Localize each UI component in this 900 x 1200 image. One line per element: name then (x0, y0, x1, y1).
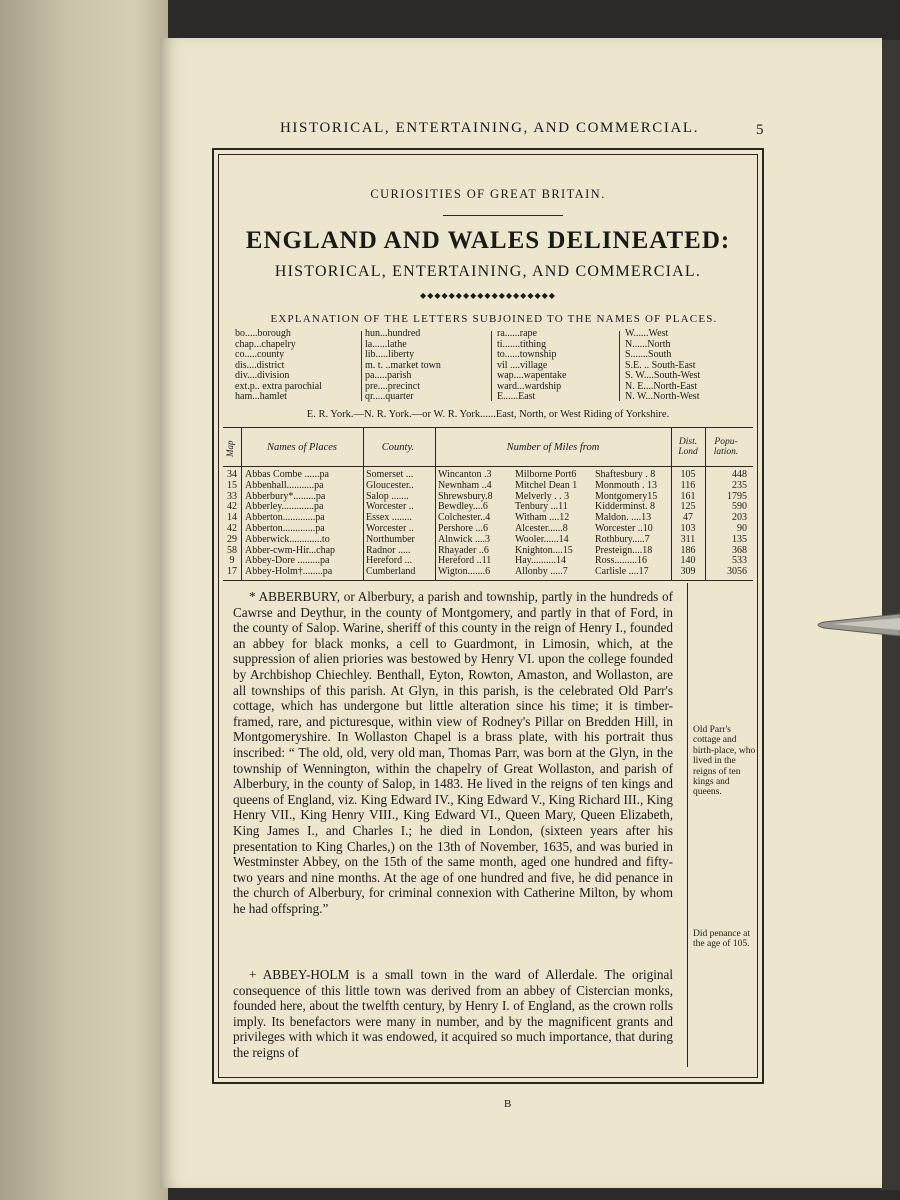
abbr-item: wap....wapentake (497, 370, 567, 381)
table-cell: Pershore ...6 (438, 522, 488, 534)
table-cell: Gloucester.. (366, 479, 414, 491)
table-cell: Hay..........14 (515, 555, 567, 567)
table-cell: 203 (732, 512, 747, 524)
abbr-item: ward...wardship (497, 380, 562, 392)
table-cell: Cumberland (366, 566, 416, 578)
abbr-item: to......township (497, 349, 557, 360)
table-cell: 3056 (727, 566, 747, 578)
population-column (707, 470, 747, 578)
table-cell: Abbenhall...........pa (245, 479, 324, 491)
abbr-column (625, 329, 700, 403)
abbr-item: div....division (235, 370, 290, 381)
abbr-item: m. t. ..market town (365, 359, 441, 371)
table-cell: Northumber (366, 533, 415, 545)
abbr-divider (491, 331, 492, 401)
abbr-item: pa.....parish (365, 370, 412, 381)
book-page (160, 38, 882, 1188)
abbreviation-key (235, 329, 765, 405)
table-cell: Milborne Port6 (515, 469, 577, 480)
margin-note-penance: Did penance at the age of 105. (693, 929, 750, 950)
distance-column (673, 470, 703, 578)
table-cell: Shaftesbury . 8 (595, 469, 656, 480)
table-cell: Radnor ..... (366, 544, 411, 556)
table-cell: 448 (732, 469, 747, 480)
table-cell: 29 (227, 533, 237, 545)
table-cell: 235 (732, 479, 747, 491)
column-rule (241, 428, 242, 580)
page-pointer-icon (810, 610, 900, 640)
abbr-item: co.....county (235, 349, 285, 360)
table-cell: 17 (227, 566, 237, 578)
abbr-item: N......North (625, 338, 671, 350)
abbr-divider (361, 331, 362, 401)
header-names: Names of Places (267, 441, 337, 453)
header-county: County. (381, 441, 415, 453)
table-cell: Rothbury.....7 (595, 533, 650, 545)
abbr-item: E......East (497, 391, 536, 402)
ornament-rule: ◆◆◆◆◆◆◆◆◆◆◆◆◆◆◆◆◆◆◆ (420, 291, 556, 300)
abbr-item: bo.....borough (235, 328, 291, 339)
abbr-item: N. E....North-East (625, 380, 698, 392)
margin-note-rule (687, 583, 688, 1067)
abbr-item: pre....precinct (365, 380, 420, 392)
miles-column-2 (515, 470, 577, 578)
table-cell: Kidderminst. 8 (595, 501, 655, 513)
page-number: 5 (756, 122, 764, 138)
abbr-item: chap...chapelry (235, 338, 296, 350)
abbr-divider (619, 331, 620, 401)
table-cell: Wincanton .3 (438, 469, 492, 480)
entry-abberbury (233, 589, 673, 916)
table-cell: Rhayader ..6 (438, 544, 489, 556)
abbr-item: la......lathe (365, 338, 407, 350)
table-header-rule (223, 466, 753, 467)
table-cell: Wooler......14 (515, 533, 569, 545)
table-cell: Essex ........ (366, 512, 412, 524)
table-cell: Allonby .....7 (515, 566, 568, 578)
table-cell: 14 (227, 512, 237, 524)
facing-page (0, 0, 168, 1200)
entry-abbey-holm (233, 967, 673, 1061)
page-title: ENGLAND AND WALES DELINEATED: (245, 227, 731, 254)
table-cell: 9 (229, 555, 235, 567)
table-cell: Colchester..4 (438, 512, 491, 524)
table-cell: Worcester .. (366, 501, 414, 513)
table-cell: Tenbury ...11 (515, 501, 568, 513)
abbr-item: ra......rape (497, 328, 537, 339)
miles-column-1 (438, 470, 493, 578)
table-cell: Salop ....... (366, 490, 409, 502)
abbr-item: dis....district (235, 359, 285, 371)
table-cell: Mitchel Dean 1 (515, 479, 578, 491)
title-rule (443, 215, 563, 216)
abbr-item: qr.....quarter (365, 391, 414, 402)
table-cell: Witham ....12 (515, 512, 570, 524)
table-cell: 311 (680, 533, 696, 545)
table-cell: 590 (732, 501, 747, 513)
abbr-item: hun...hundred (365, 328, 421, 339)
table-cell: 42 (227, 522, 237, 534)
table-cell: Presteign....18 (595, 544, 653, 556)
article-frame (212, 148, 764, 1084)
table-cell: 533 (732, 555, 747, 567)
table-cell: Hereford ..11 (438, 555, 492, 567)
table-cell: 161 (680, 490, 696, 502)
table-cell: 90 (737, 522, 747, 534)
margin-note-parr: Old Parr's cottage and birth-place, who lived in the reigns of ten kings and queens. (693, 725, 756, 798)
table-cell: 116 (680, 479, 696, 491)
table-cell: 309 (680, 566, 696, 578)
column-rule (671, 428, 672, 580)
table-cell: Monmouth . 13 (595, 479, 657, 491)
names-column (245, 470, 335, 578)
table-cell: 368 (732, 544, 747, 556)
table-cell: Abberton.............pa (245, 522, 325, 534)
table-cell: Hereford ... (366, 555, 413, 567)
table-cell: 135 (732, 533, 747, 545)
table-cell: 42 (227, 501, 237, 513)
table-cell: 186 (680, 544, 696, 556)
column-rule (435, 428, 436, 580)
table-cell: Abberbury*.........pa (245, 490, 326, 502)
table-cell: Abber-cwm-Hir...chap (245, 544, 336, 556)
table-cell: 33 (227, 490, 237, 502)
table-cell: Alcester......8 (515, 522, 568, 534)
table-cell: 47 (683, 512, 693, 524)
table-cell: Melverly . . 3 (515, 490, 570, 502)
signature-mark: B (504, 1098, 512, 1110)
table-cell: Somerset ... (366, 469, 414, 480)
table-cell: Abbas Combe ......pa (245, 469, 329, 480)
table-cell: Knighton....15 (515, 544, 573, 556)
table-cell: Abberton.............pa (245, 512, 325, 524)
abbr-column (235, 329, 322, 403)
abbr-item: ti.......tithing (497, 338, 547, 350)
header-map: Map (225, 440, 235, 458)
table-cell: Wigton.......6 (438, 566, 491, 578)
header-dist: Dist. Lond (678, 437, 698, 457)
explanation-title: EXPLANATION OF THE LETTERS SUBJOINED TO THE NAMES OF PLACES. (270, 313, 718, 325)
table-cell: Abberwick.............to (245, 533, 330, 545)
map-column (225, 470, 239, 578)
table-cell: Abbey-Dore .........pa (245, 555, 330, 567)
abbr-item: ext.p.. extra parochial (235, 380, 322, 392)
frame-inner-border (218, 154, 758, 1078)
header-population: Popu-lation. (713, 437, 739, 457)
table-cell: 1795 (727, 490, 747, 502)
table-cell: 34 (227, 469, 237, 480)
riding-note: E. R. York.—N. R. York.—or W. R. York......East, North, or West Riding of Yorkshire. (306, 409, 670, 420)
abbr-item: S. W....South-West (625, 370, 701, 381)
table-cell: Ross.........16 (595, 555, 647, 567)
county-column (366, 470, 415, 578)
table-cell: Newnham ..4 (438, 479, 492, 491)
abbr-item: lib.....liberty (365, 349, 415, 360)
running-head: HISTORICAL, ENTERTAINING, AND COMMERCIAL. (280, 120, 700, 136)
table-cell: 103 (680, 522, 696, 534)
table-cell: Alnwick ....3 (438, 533, 490, 545)
miles-column-3 (595, 470, 657, 578)
abbr-item: S.......South (625, 349, 672, 360)
table-cell: Shrewsbury.8 (438, 490, 493, 502)
table-cell: 58 (227, 544, 237, 556)
table-cell: Carlisle ....17 (595, 566, 649, 578)
table-cell: Bewdley....6 (438, 501, 488, 513)
header-miles: Number of Miles from (506, 441, 600, 453)
abbr-item: S.E. .. South-East (625, 359, 696, 371)
column-rule (363, 428, 364, 580)
abbr-column (365, 329, 441, 403)
table-cell: Abbey-Holm†........pa (245, 566, 333, 578)
abbr-item: N. W...North-West (625, 391, 700, 402)
table-cell: 125 (680, 501, 696, 513)
table-cell: Worcester .. (366, 522, 414, 534)
abbr-item: vil ....village (497, 359, 548, 371)
page-subtitle: HISTORICAL, ENTERTAINING, AND COMMERCIAL. (274, 263, 702, 280)
entry-text: + ABBEY-HOLM is a small town in the ward of Allerdale. The original consequence of this little town was derived from an abbey of Cistercian monks, founded here, about the twelfth century, by Henry I. of England, as the crown rolls imply. Its benefactors were many in number, and by the magnificent grants and privileges with which it was endowed, it acquired so much importance, that during the reigns of (233, 967, 673, 1060)
column-rule (705, 428, 706, 580)
table-cell: Worcester ..10 (595, 522, 653, 534)
table-cell: 105 (680, 469, 696, 480)
abbr-item: W......West (625, 328, 669, 339)
table-cell: 15 (227, 479, 237, 491)
table-cell: Maldon. ....13 (595, 512, 652, 524)
series-title: CURIOSITIES OF GREAT BRITAIN. (370, 187, 606, 201)
table-cell: Abberley.............pa (245, 501, 324, 513)
table-cell: Montgomery15 (595, 490, 658, 502)
abbr-item: ham...hamlet (235, 391, 287, 402)
abbr-column (497, 329, 566, 403)
table-cell: 140 (680, 555, 696, 567)
entry-text: * ABBERBURY, or Alberbury, a parish and township, partly in the hundreds of Cawrse and Deythur, in the county of Montgomery, and partly in that of Ford, in the county of Salop. Warine, sheriff of this county in the reign of Henry I., founded an abbey for black monks, a cell to Guardmont, in Limosin, which, at the suppression of alien priories was bestowed by Henry VI. upon the college founded by Archbishop Chiechley. Benthall, Eyton, Rowton, Amaston, and Wollaston, are all townships of this parish. At Glyn, in this parish, is the celebrated Old Parr's cottage, which has undergone but little alteration since his time; it is timber-framed, rare, and picturesque, within view of Rodney's Pillar on Bredden Hill, in Montgomeryshire. In Wollaston Chapel is a brass plate, with his portrait thus inscribed: “ The old, old, very old man, Thomas Parr, was born at the Glyn, in the township of Wennington, within the chapelry of Great Wollaston, and parish of Alberbury, in the county of Salop, in 1483. He lived in the reigns of ten kings and queens of England, viz. King Edward IV., King Edward V., King Richard III., King Henry VII., King Henry VIII., King Edward VI., Queen Mary, Queen Elizabeth, King James I., and Charles I.; he died in London, (sixteen years after his presentation to King Charles,) on the 13th of November, 1635, and was buried in Westminster Abbey, on the 15th of the same month, aged one hundred and fifty-two years and nine months. At the age of one hundred and five, he did penance in the church of Alberbury, for criminal connexion with Catherine Milton, by whom he had offspring.” (233, 589, 673, 916)
places-table (223, 427, 753, 581)
